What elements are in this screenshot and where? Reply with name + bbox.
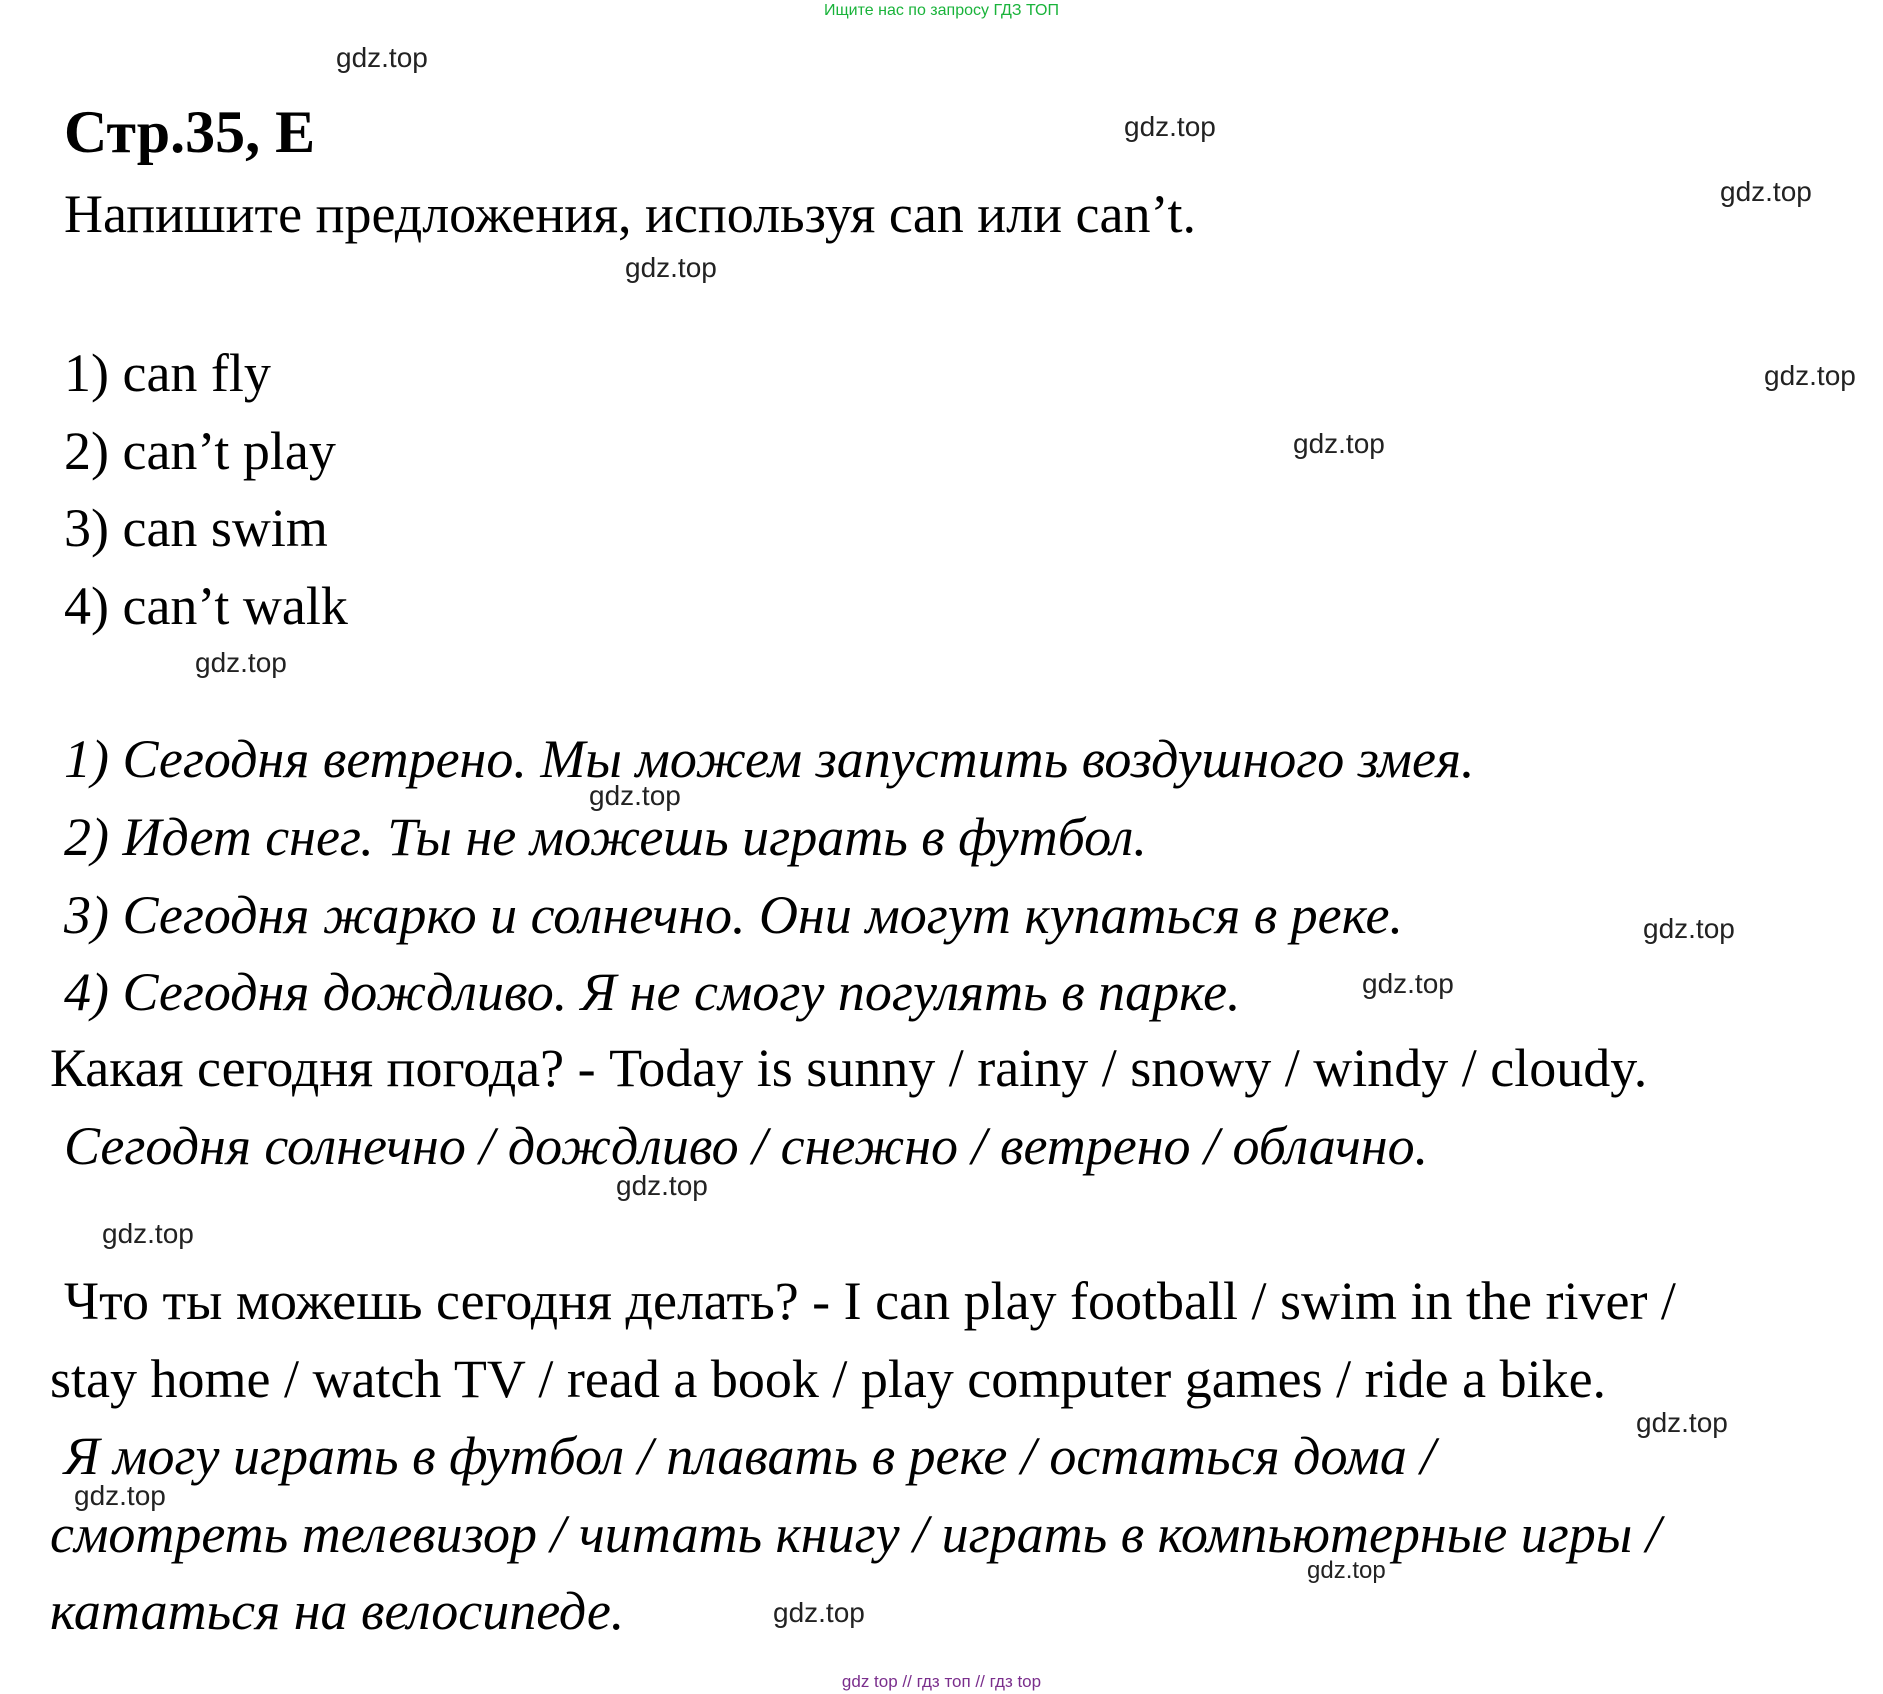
translation-4: 4) Сегодня дождливо. Я не смогу погулять в парке. <box>64 962 1241 1022</box>
watermark: gdz.top <box>1720 176 1812 207</box>
answer-3: 3) can swim <box>64 498 328 558</box>
top-banner: Ищите нас по запросу ГДЗ ТОП <box>824 2 1059 19</box>
answer-2: 2) can’t play <box>64 421 336 481</box>
weather-question: Какая сегодня погода? - Today is sunny / rainy / snowy / windy / cloudy. <box>50 1038 1648 1098</box>
translation-1: 1) Сегодня ветрено. Мы можем запустить воздушного змея. <box>64 729 1475 789</box>
watermark: gdz.top <box>1764 360 1856 391</box>
page-title: Стр.35, E <box>64 99 316 165</box>
watermark: gdz.top <box>616 1170 708 1201</box>
translation-3: 3) Сегодня жарко и солнечно. Они могут купаться в реке. <box>64 885 1403 945</box>
activities-translation-2: смотреть телевизор / читать книгу / играть в компьютерные игры / <box>50 1504 1661 1564</box>
activities-line-2: stay home / watch TV / read a book / play computer games / ride a bike. <box>50 1349 1607 1409</box>
watermark: gdz.top <box>102 1218 194 1249</box>
answer-1: 1) can fly <box>64 343 271 403</box>
watermark: gdz.top <box>589 780 681 811</box>
watermark: gdz.top <box>1307 1557 1386 1584</box>
activities-translation-1: Я могу играть в футбол / плавать в реке / остаться дома / <box>64 1426 1436 1486</box>
watermark: gdz.top <box>195 647 287 678</box>
watermark: gdz.top <box>1362 968 1454 999</box>
activities-translation-3: кататься на велосипеде. <box>50 1581 625 1641</box>
translation-2: 2) Идет снег. Ты не можешь играть в футбол. <box>64 807 1147 867</box>
watermark: gdz.top <box>1636 1407 1728 1438</box>
watermark: gdz.top <box>74 1480 166 1511</box>
activities-line-1: Что ты можешь сегодня делать? - I can play football / swim in the river / <box>64 1271 1676 1331</box>
watermark: gdz.top <box>1124 111 1216 142</box>
weather-translation: Сегодня солнечно / дождливо / снежно / ветрено / облачно. <box>64 1116 1429 1176</box>
watermark: gdz.top <box>773 1597 865 1628</box>
instruction: Напишите предложения, используя can или can’t. <box>64 184 1196 244</box>
footer-links: gdz top // гдз топ // гдз top <box>841 1672 1042 1691</box>
watermark: gdz.top <box>1293 428 1385 459</box>
watermark: gdz.top <box>1643 913 1735 944</box>
watermark: gdz.top <box>625 252 717 283</box>
watermark: gdz.top <box>336 42 428 73</box>
answer-4: 4) can’t walk <box>64 576 348 636</box>
